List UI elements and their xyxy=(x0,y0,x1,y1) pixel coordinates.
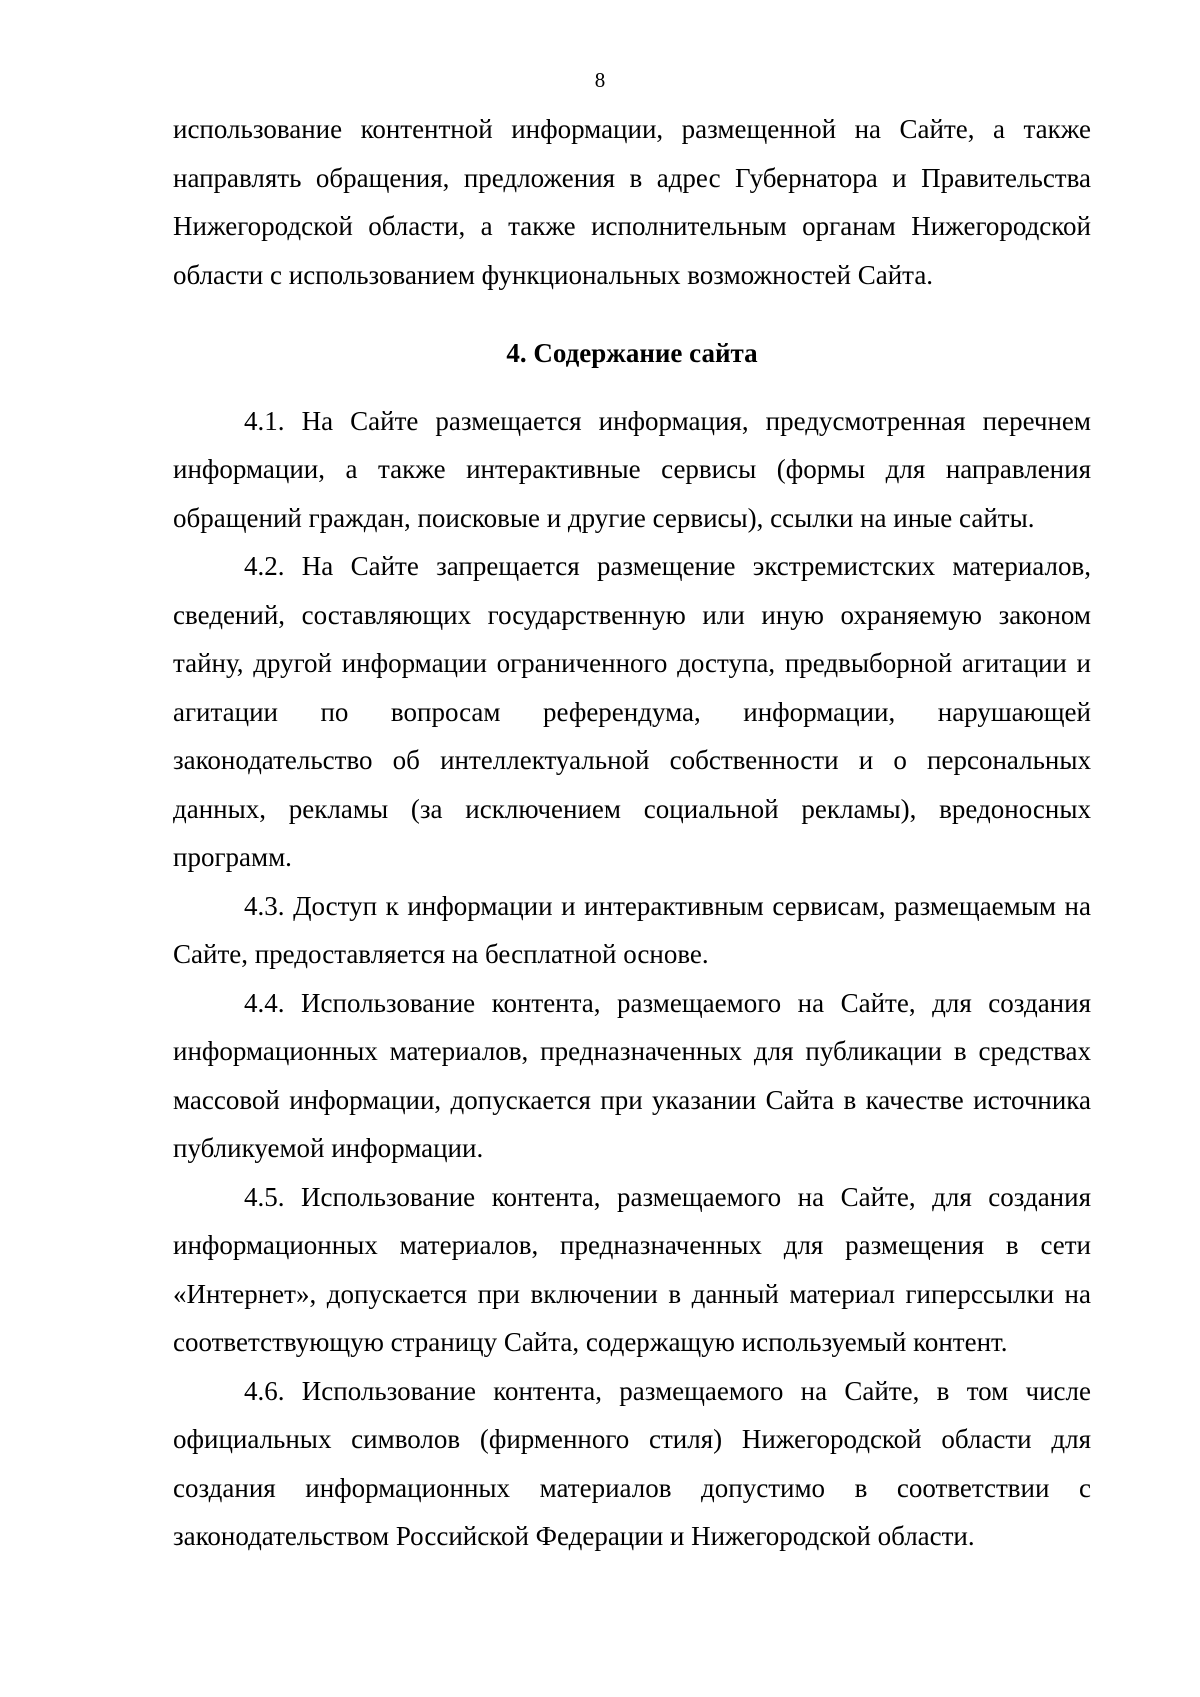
clause-4-6: 4.6. Использование контента, размещаемого на Сайте, в том числе официальных символов (фирменного стиля) Нижегородской области для создания информационных материалов допустимо в соответствии с законодательством Российской Федерации и Нижегородской области. xyxy=(173,1375,1091,1551)
section-heading: 4. Содержание сайта xyxy=(506,338,758,368)
clause-4-2: 4.2. На Сайте запрещается размещение экстремистских материалов, сведений, составляющих государственную или иную охраняемую законом тайну, другой информации ограниченного доступа, предвыборной агитации и агитации по вопросам референдума, информации, нарушающей законодательство об интеллектуальной собственности и о персональных данных, рекламы (за исключением социальной рекламы), вредоносных программ. xyxy=(173,551,1091,872)
clause-4-4: 4.4. Использование контента, размещаемого на Сайте, для создания информационных материалов, предназначенных для публикации в средствах массовой информации, допускается при указании Сайта в качестве источника публикуемой информации. xyxy=(173,987,1091,1163)
document-body xyxy=(173,105,1091,1561)
clause-4-3: 4.3. Доступ к информации и интерактивным сервисам, размещаемым на Сайте, предоставляется на бесплатной основе. xyxy=(173,890,1091,969)
intro-paragraph: использование контентной информации, размещенной на Сайте, а также направлять обращения, предложения в адрес Губернатора и Правительства Нижегородской области, а также исполнительным органам Нижегородской области с использованием функциональных возможностей Сайта. xyxy=(173,114,1091,290)
page-number: 8 xyxy=(594,68,606,92)
clause-4-5: 4.5. Использование контента, размещаемого на Сайте, для создания информационных материалов, предназначенных для размещения в сети «Интернет», допускается при включении в данный материал гиперссылки на соответствующую страницу Сайта, содержащую используемый контент. xyxy=(173,1181,1091,1357)
clause-4-1: 4.1. На Сайте размещается информация, предусмотренная перечнем информации, а также интерактивные сервисы (формы для направления обращений граждан, поисковые и другие сервисы), ссылки на иные сайты. xyxy=(173,405,1091,533)
